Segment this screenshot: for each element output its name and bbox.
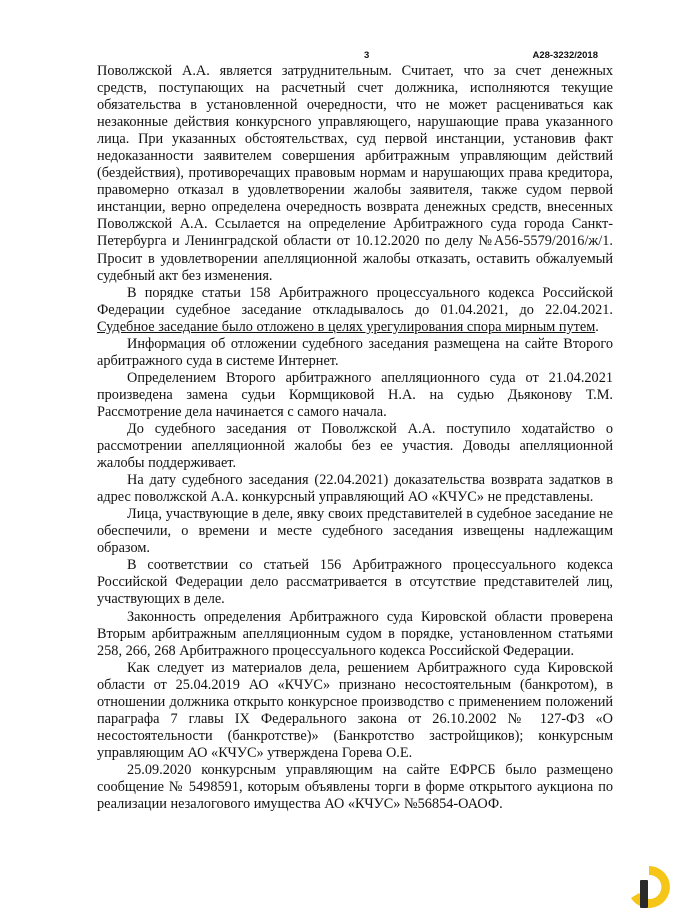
paragraph-7: Лица, участвующие в деле, явку своих представителей в судебное заседание не обеспечили, о времени и месте судебного заседания извещены надлежащим образом.: [97, 506, 613, 557]
paragraph-10: Как следует из материалов дела, решением Арбитражного суда Кировской области от 25.04.2019 АО «КЧУС» признано несостоятельным (банкротом), в отношении должника открыто конкурсное производство с применением положений параграфа 7 главы IX Федерального закона от 26.10.2002 № 127-ФЗ «О несостоятельности (банкротстве)» (Банкротство застройщиков); конкурсным управляющим АО «КЧУС» утверждена Горева О.Е.: [97, 659, 613, 761]
paragraph-11: 25.09.2020 конкурсным управляющим на сайте ЕФРСБ было размещено сообщение № 5498591, которым объявлены торги в форме открытого аукциона по реализации незалогового имущества АО «КЧУС» №56854-ОАОФ.: [97, 761, 613, 813]
paragraph-5: До судебного заседания от Поволжской А.А. поступило ходатайство о рассмотрении апелляционной жалобы без ее участия. Доводы апелляционной жалобы поддерживает.: [97, 420, 613, 472]
logo-bar-dark: [640, 880, 648, 908]
paragraph-2-underlined: Судебное заседание было отложено в целях урегулирования спора мирным путем: [97, 318, 596, 335]
paragraph-2-text: В порядке статьи 158 Арбитражного процессуального кодекса Российской Федерации судебное заседание откладывалось до 01.04.2021, до 22.04.2021.: [97, 284, 613, 318]
paragraph-9: Законность определения Арбитражного суда Кировской области проверена Вторым арбитражным апелляционным судом в порядке, установленном статьями 258, 266, 268 Арбитражного процессуального кодекса Российской Федерации.: [97, 608, 613, 659]
case-number: А28-3232/2018: [532, 50, 598, 61]
page-number: 3: [364, 50, 370, 61]
paragraph-3: Информация об отложении судебного заседания размещена на сайте Второго арбитражного суда в системе Интернет.: [97, 335, 613, 369]
paragraph-8: В соответствии со статьей 156 Арбитражного процессуального кодекса Российской Федерации дело рассматривается в отсутствие представителей лиц, участвующих в деле.: [97, 557, 613, 608]
document-body: [97, 63, 613, 813]
logo-arc-yellow: [631, 866, 670, 908]
paragraph-1: Поволжской А.А. является затруднительным. Считает, что за счет денежных средств, поступающих на расчетный счет должника, исполняются текущие обязательства в установленной очередности, что не может расцениваться как незаконные действия конкурсного управляющего, нарушающие права указанного лица. При указанных обстоятельствах, суд первой инстанции, установив факт недоказанности заявителем совершения арбитражным управляющим действий (бездействия), противоречащих правовым нормам и нарушающих права кредитора, правомерно отказал в удовлетворении жалобы заявителя, также судом первой инстанции, верно определена очередность возврата денежных средств, внесенных Поволжской А.А. Ссылается на определение Арбитражного суда города Санкт-Петербурга и Ленинградской области от 10.12.2020 по делу №А56-5579/2016/ж/1. Просит в удовлетворении апелляционной жалобы отказать, оставить обжалуемый судебный акт без изменения.: [97, 63, 613, 284]
paragraph-2-end: .: [595, 318, 599, 335]
paragraph-4: Определением Второго арбитражного апелляционного суда от 21.04.2021 произведена замена судьи Кормщиковой Н.А. на судью Дьяконову Т.М. Рассмотрение дела начинается с самого начала.: [97, 369, 613, 420]
paragraph-6: На дату судебного заседания (22.04.2021) доказательства возврата задатков в адрес поволжской А.А. конкурсный управляющий АО «КЧУС» не представлены.: [97, 472, 613, 506]
brand-logo-icon: [625, 862, 673, 912]
paragraph-2: [97, 285, 613, 336]
